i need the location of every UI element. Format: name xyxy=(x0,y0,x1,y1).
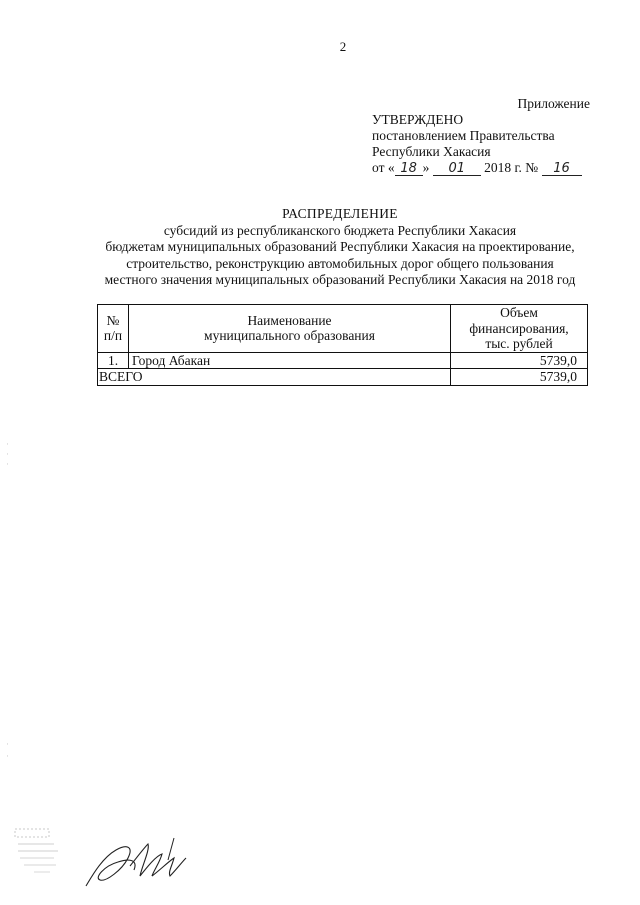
header-name-line-2: муниципального образования xyxy=(204,328,375,344)
header-num xyxy=(98,305,129,353)
header-sum-line-1: Объем xyxy=(500,305,538,320)
margin-mark-icon xyxy=(6,440,8,470)
title-heading: РАСПРЕДЕЛЕНИЕ xyxy=(282,206,398,221)
header-num-line-2: п/п xyxy=(103,328,123,344)
allocation-table xyxy=(97,304,588,386)
header-name-line-1: Наименование xyxy=(247,312,332,328)
header-num-line-1: № xyxy=(106,312,120,328)
title-line-2: бюджетам муниципальных образований Республики Хакасия на проектирование, xyxy=(105,239,575,255)
margin-mark-icon xyxy=(6,740,8,770)
date-year: 2018 г. № xyxy=(484,160,539,175)
header-sum xyxy=(451,305,588,353)
page-number: 2 xyxy=(339,39,347,54)
title-line-1: субсидий из республиканского бюджета Республики Хакасия xyxy=(163,222,517,238)
appendix-label: Приложение xyxy=(517,96,590,111)
table-total-row xyxy=(98,369,588,386)
date-month-field: 01 xyxy=(433,162,481,176)
header-sum-line-2: финансирования, xyxy=(469,320,569,336)
total-sum: 5739,0 xyxy=(451,369,588,386)
registration-stamp-icon xyxy=(14,828,70,878)
table-row xyxy=(98,352,588,369)
date-mid: » xyxy=(422,160,430,175)
republic-line: Республики Хакасия xyxy=(372,144,491,159)
approved-by-line: постановлением Правительства xyxy=(372,128,555,143)
signature-icon xyxy=(82,836,202,892)
header-name xyxy=(129,305,451,353)
date-prefix: от « xyxy=(372,160,395,175)
title-line-4: местного значения муниципальных образований Республики Хакасия на 2018 год xyxy=(104,272,576,288)
row-name: Город Абакан xyxy=(129,352,451,369)
approval-block xyxy=(372,112,582,176)
row-sum: 5739,0 xyxy=(451,352,588,369)
header-sum-line-3: тыс. рублей xyxy=(485,336,553,351)
total-label: ВСЕГО xyxy=(98,369,451,386)
date-day-field: 18 xyxy=(395,162,423,176)
document-title xyxy=(0,206,640,289)
title-line-3: строительство, реконструкцию автомобильных дорог общего пользования xyxy=(126,255,554,271)
approved-label: УТВЕРЖДЕНО xyxy=(372,112,464,127)
date-line xyxy=(372,160,582,176)
document-number-field: 16 xyxy=(542,162,582,176)
table-header-row xyxy=(98,305,588,353)
row-num: 1. xyxy=(98,352,129,369)
